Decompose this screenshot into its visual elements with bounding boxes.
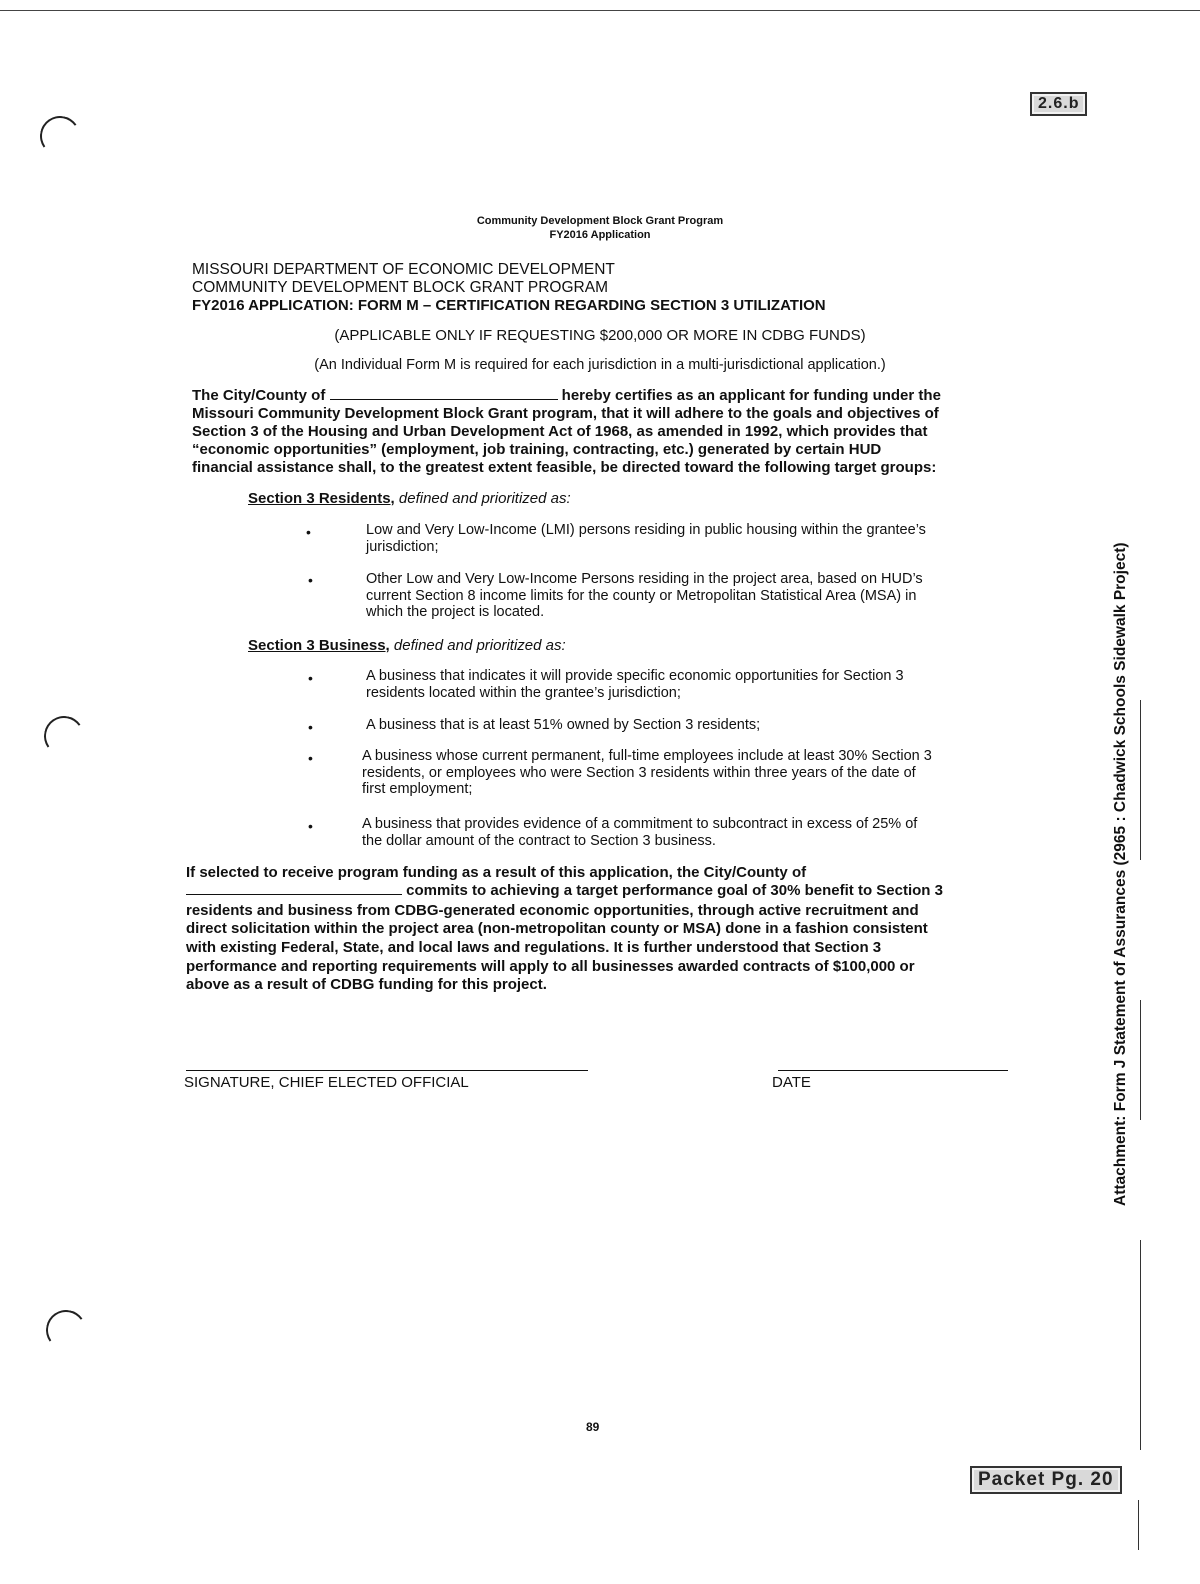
business-item-3-l1: A business whose current permanent, full-time employees include at least 30% Section 3 [362, 748, 932, 764]
margin-rule [1140, 1240, 1141, 1450]
date-label: DATE [772, 1074, 811, 1091]
business-heading-tail: defined and prioritized as: [393, 637, 566, 654]
top-border-line [0, 10, 1200, 11]
residents-item-1-l1: Low and Very Low-Income (LMI) persons residing in public housing within the grantee’s [366, 522, 926, 538]
business-item-3 [362, 748, 932, 798]
signature-line[interactable] [186, 1070, 588, 1071]
commit-line-2-rest: commits to achieving a target performance goal of 30% benefit to Section 3 [406, 882, 943, 899]
residents-heading [248, 490, 571, 508]
dept-line-2: COMMUNITY DEVELOPMENT BLOCK GRANT PROGRAM [192, 279, 608, 296]
commit-line-7: above as a result of CDBG funding for this project. [186, 976, 547, 993]
form-title: FY2016 APPLICATION: FORM M – CERTIFICATION REGARDING SECTION 3 UTILIZATION [192, 297, 826, 314]
residents-item-2-l3: which the project is located. [366, 604, 545, 620]
intro-line-1-rest: hereby certifies as an applicant for funding under the [561, 387, 941, 404]
margin-rule [1140, 700, 1141, 860]
applicable-note: (APPLICABLE ONLY IF REQUESTING $200,000 OR MORE IN CDBG FUNDS) [334, 327, 866, 344]
signature-label: SIGNATURE, CHIEF ELECTED OFFICIAL [184, 1074, 469, 1091]
intro-line-1 [192, 387, 1012, 404]
bullet-marker: • [308, 750, 313, 766]
intro-line-5: financial assistance shall, to the greatest extent feasible, be directed toward the following target groups: [192, 459, 937, 476]
commit-line-3: residents and business from CDBG-generated economic opportunities, through active recruitment and [186, 902, 919, 919]
individual-form-note: (An Individual Form M is required for each jurisdiction in a multi-jurisdictional application.) [314, 357, 886, 373]
business-item-3-l2: residents, or employees who were Section 3 residents within three years of the date of [362, 764, 916, 781]
business-item-1-l2: residents located within the grantee’s jurisdiction; [366, 684, 681, 701]
residents-item-2-l1: Other Low and Very Low-Income Persons residing in the project area, based on HUD’s [366, 571, 923, 587]
intro-lead: The City/County of [192, 387, 326, 404]
city-county-blank[interactable] [330, 399, 558, 400]
intro-line-3: Section 3 of the Housing and Urban Development Act of 1968, as amended in 1992, which provides that [192, 423, 928, 440]
business-heading-label: Section 3 Business, [248, 637, 390, 654]
binder-hole-middle [41, 713, 87, 759]
intro-line-2: Missouri Community Development Block Grant program, that it will adhere to the goals and objectives of [192, 405, 939, 422]
residents-item-2 [366, 571, 923, 621]
business-item-3-l3: first employment; [362, 781, 473, 797]
binder-hole-bottom [43, 1307, 89, 1353]
page-number: 89 [586, 1420, 600, 1434]
city-county-blank-2[interactable] [186, 894, 402, 895]
intro-line-4: “economic opportunities” (employment, job training, contracting, etc.) generated by certain HUD [192, 441, 882, 458]
attachment-caption: Attachment: Form J Statement of Assurances (2965 : Chadwick Schools Sidewalk Project) [1112, 542, 1129, 1206]
application-year: FY2016 Application [549, 229, 651, 241]
commit-line-2 [186, 882, 1006, 899]
bullet-marker: • [308, 670, 313, 686]
residents-item-1 [366, 522, 926, 555]
residents-heading-tail: defined and prioritized as: [398, 490, 571, 507]
commit-line-5: with existing Federal, State, and local laws and regulations. It is further understood that Section 3 [186, 939, 882, 956]
residents-heading-label: Section 3 Residents, [248, 490, 395, 507]
business-heading [248, 637, 566, 655]
bullet-marker: • [306, 524, 311, 540]
business-item-2-l1: A business that is at least 51% owned by Section 3 residents; [366, 717, 761, 733]
residents-item-2-l2: current Section 8 income limits for the county or Metropolitan Statistical Area (MSA) in [366, 587, 917, 604]
commit-line-1: If selected to receive program funding as a result of this application, the City/County of [186, 864, 807, 881]
program-title: Community Development Block Grant Program [476, 215, 724, 227]
business-item-1-l1: A business that indicates it will provide specific economic opportunities for Section 3 [366, 668, 904, 684]
business-item-1 [366, 668, 904, 701]
dept-line-1: MISSOURI DEPARTMENT OF ECONOMIC DEVELOPMENT [192, 261, 615, 278]
business-item-4-l1: A business that provides evidence of a commitment to subcontract in excess of 25% of [362, 816, 918, 832]
binder-hole-top [37, 113, 83, 159]
margin-rule [1138, 1500, 1139, 1550]
bullet-marker: • [308, 818, 313, 834]
bullet-marker: • [308, 572, 313, 588]
business-item-2 [366, 717, 760, 734]
commit-line-4: direct solicitation within the project area (non-metropolitan county or MSA) done in a fashion consistent [186, 920, 928, 937]
business-item-4-l2: the dollar amount of the contract to Section 3 business. [362, 832, 716, 849]
margin-rule [1140, 1000, 1141, 1120]
commit-line-6: performance and reporting requirements will apply to all businesses awarded contracts of $100,000 or [186, 958, 915, 975]
bullet-marker: • [308, 719, 313, 735]
date-line[interactable] [778, 1070, 1008, 1071]
tag-packet-page: Packet Pg. 20 [970, 1466, 1122, 1494]
residents-item-1-l2: jurisdiction; [366, 538, 439, 555]
tag-2-6-b: 2.6.b [1030, 92, 1087, 116]
business-item-4 [362, 816, 917, 849]
